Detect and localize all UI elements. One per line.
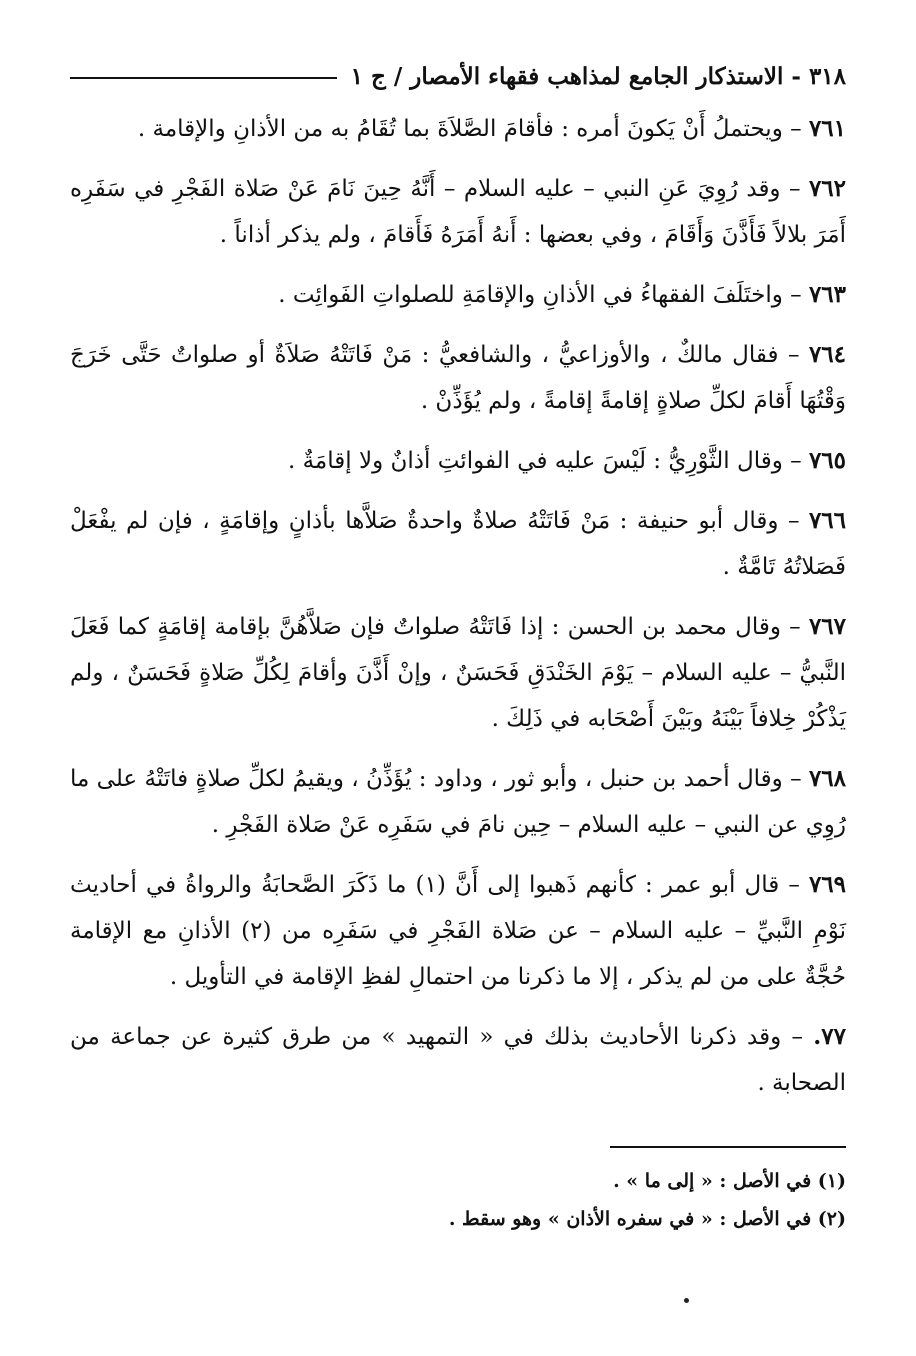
paragraph-769 — [70, 862, 846, 1000]
paragraph-number: ٧٦٥ — [808, 447, 846, 474]
footnote-1: (١) في الأصل : « إلى ما » . — [613, 1170, 846, 1192]
paragraph-number: ٧٦٧ — [808, 613, 846, 640]
paragraph-text: – ويحتملُ أَنْ يَكونَ أمره : فأقامَ الصَّلاَةَ بما تُقَامُ به من الأذانِ والإقامة . — [137, 116, 809, 142]
paragraph-text: – وقال الثَّوْرِيُّ : لَيْسَ عليه في الفوائتِ أذانٌ ولا إقامَةٌ . — [287, 448, 809, 474]
running-header — [70, 54, 846, 98]
header-rule — [70, 77, 337, 79]
paragraph-text: – فقال مالكٌ ، والأوزاعيُّ ، والشافعيُّ : مَنْ فَاتَتْهُ صَلاَةٌ أو صلواتٌ حَتَّى خَرَجَ وَقْتُهَا أَقامَ لكلِّ صلاةٍ إقامةً إقامةً ، ولم يُؤَذِّنْ . — [70, 342, 846, 414]
paragraph-text: – وقال محمد بن الحسن : إذا فَاتَتْهُ صلواتٌ فإن صَلاَّهُنَّ بإقامة إقامَةٍ كما فَعَلَ النَّبيُّ – عليه السلام – يَوْمَ الخَنْدَقِ فَحَسَنٌ ، وإنْ أَذَّنَ وأقامَ لِكُلِّ صَلاةٍ فَحَسَنٌ ، ولم يَذْكُرْ خِلافاً بَيْنَهُ وبَيْنَ أَصْحَابه في ذَلِكَ . — [70, 614, 846, 732]
paragraph-number: ٧٦٨ — [808, 765, 846, 792]
paragraph-text: – وقد رُوِيَ عَنِ النبي – عليه السلام – أَنَّهُ حِينَ نَامَ عَنْ صَلاة الفَجْرِ في سَفَرِه أَمَرَ بلالاً فَأَذَّنَ وَأَقَامَ ، وفي بعضها : أَنهُ أَمَرَهُ فَأَقامَ ، ولم يذكر أذاناً . — [70, 176, 846, 248]
paragraph-number: ٧٦٦ — [808, 507, 846, 534]
paragraph-763 — [70, 272, 846, 318]
paragraph-number: ٧٦٣ — [808, 281, 846, 308]
paragraph-764 — [70, 332, 846, 424]
footnote-rule — [610, 1146, 846, 1148]
paragraph-text: – وقال أبو حنيفة : مَنْ فَاتَتْهُ صلاةٌ واحدةٌ صَلاَّها بأذانٍ وإقامَةٍ ، فإن لم يفْعَلْ فَصَلاتُهُ تَامَّةٌ . — [70, 508, 846, 580]
paragraph-text: – قال أبو عمر : كأنهم ذَهبوا إلى أَنَّ (١) ما ذَكَرَ الصَّحابَةُ والرواةُ في أحاديث نَوْمِ النَّبيِّ – عليه السلام – عن صَلاة الفَجْرِ في سَفَرِه من (٢) الأذانِ مع الإقامة حُجَّةٌ على من لم يذكر ، إلا ما ذكرنا من احتمالِ لفظِ الإقامة في التأويل . — [70, 872, 846, 990]
page — [70, 54, 846, 1238]
paragraph-text: – وقد ذكرنا الأحاديث بذلك في « التمهيد » من طرق كثيرة عن جماعة من الصحابة . — [70, 1024, 846, 1096]
paragraph-text: – وقال أحمد بن حنبل ، وأبو ثور ، وداود : يُؤَذِّنُ ، ويقيمُ لكلِّ صلاةٍ فاتَتْهُ على ما رُوِي عن النبي – عليه السلام – حِين نامَ في سَفَرِه عَنْ صَلاة الفَجْرِ . — [70, 766, 846, 838]
paragraph-number: ٧٦٩ — [808, 871, 846, 898]
paragraph-766 — [70, 498, 846, 590]
paragraph-number: ٧٦٢ — [808, 175, 846, 202]
paragraph-770 — [70, 1014, 846, 1106]
paragraph-761 — [70, 106, 846, 152]
paragraph-762 — [70, 166, 846, 258]
footnote-2: (٢) في الأصل : « في سفره الأذان » وهو سقط . — [448, 1208, 846, 1230]
paragraph-number: ٧٦١ — [808, 115, 846, 142]
page-body — [70, 106, 846, 1106]
header-title: ٣١٨ - الاستذكار الجامع لمذاهب فقهاء الأمصار / ج ١ — [350, 62, 846, 90]
paragraph-number: ٧٦٤ — [808, 341, 846, 368]
paragraph-768 — [70, 756, 846, 848]
paragraph-767 — [70, 604, 846, 742]
paragraph-text: – واختَلَفَ الفقهاءُ في الأذانِ والإقامَةِ للصلواتِ الفَوائِت . — [278, 282, 809, 308]
paragraph-765 — [70, 438, 846, 484]
page-speck — [684, 1298, 689, 1303]
paragraph-number: ٧٧. — [813, 1023, 846, 1050]
